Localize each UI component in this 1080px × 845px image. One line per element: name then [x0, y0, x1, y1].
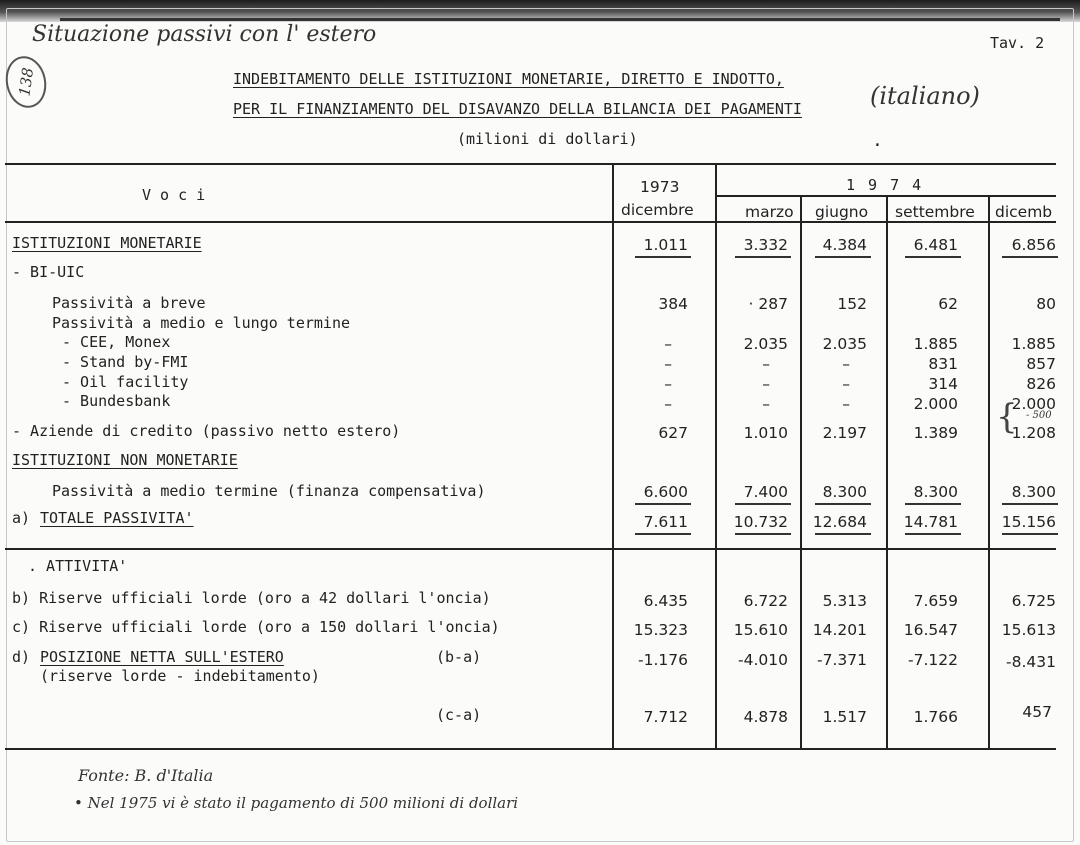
cell: 6.725	[1011, 592, 1056, 610]
cell: 1.517	[822, 708, 867, 726]
cell: 16.547	[903, 621, 958, 639]
cell: 2.000	[913, 395, 958, 413]
cell: 4.878	[743, 708, 788, 726]
cell: 14.201	[812, 621, 867, 639]
cell: 2.197	[822, 424, 867, 442]
row-label-bundes: - Bundesbank	[62, 392, 171, 410]
table-top-rule	[5, 163, 1056, 165]
underline	[635, 533, 691, 535]
section-rule	[5, 548, 1056, 550]
cell: –	[842, 375, 850, 393]
cell: –	[664, 395, 672, 413]
row-prefix-totale: a)	[12, 509, 31, 527]
row-label-totale: TOTALE PASSIVITA'	[40, 509, 194, 527]
cell: 14.781	[903, 513, 958, 531]
underline	[815, 256, 871, 258]
cell: 62	[938, 295, 958, 313]
row-label-cee: - CEE, Monex	[62, 333, 171, 351]
cell: –	[842, 355, 850, 373]
row-label-standby: - Stand by-FMI	[62, 353, 189, 371]
row-label-oil: - Oil facility	[62, 373, 189, 391]
cell: 1.011	[643, 236, 688, 254]
underline	[735, 256, 791, 258]
row-label-pos-netta: POSIZIONE NETTA SULL'ESTERO	[40, 648, 284, 666]
cell: 7.611	[643, 513, 688, 531]
col-header-giugno: giugno	[815, 203, 869, 221]
col-divider-3	[800, 195, 802, 749]
col-header-1973: 1973	[640, 178, 680, 196]
cell: 5.313	[822, 592, 867, 610]
cell: 10.732	[733, 513, 788, 531]
header-bottom-rule	[5, 221, 1056, 223]
cell: 7.400	[743, 483, 788, 501]
title-line-2: PER IL FINANZIAMENTO DEL DISAVANZO DELLA BILANCIA DEI PAGAMENTI	[233, 100, 802, 118]
col-header-dicembre-1974: dicemb	[995, 203, 1053, 221]
cell: 80	[1036, 295, 1056, 313]
cell: –	[762, 355, 770, 373]
col-header-voci: V o c i	[142, 186, 206, 204]
note-marker: .	[872, 130, 883, 151]
cell: 6.722	[743, 592, 788, 610]
underline	[635, 256, 691, 258]
handwritten-500-annotation: - 500	[1026, 410, 1052, 421]
cell: 8.300	[822, 483, 867, 501]
cell: 2.035	[822, 335, 867, 353]
cell: 831	[928, 355, 958, 373]
cell: 1.885	[913, 335, 958, 353]
cell: 7.659	[913, 592, 958, 610]
row-label-aziende: - Aziende di credito (passivo netto estero)	[12, 422, 401, 440]
row-label-ist-mon: ISTITUZIONI MONETARIE	[12, 234, 202, 252]
underline	[635, 503, 691, 505]
cell: 627	[658, 424, 688, 442]
cell: 857	[1026, 355, 1056, 373]
unit-label: (milioni di dollari)	[457, 130, 638, 148]
cell: 8.300	[913, 483, 958, 501]
title-line-1: INDEBITAMENTO DELLE ISTITUZIONI MONETARIE, DIRETTO E INDOTTO,	[233, 70, 784, 88]
handwritten-source: Fonte: B. d'Italia	[78, 766, 214, 785]
cell: 15.323	[633, 621, 688, 639]
handwritten-brace: {	[996, 397, 1018, 437]
formula-c-a: (c-a)	[436, 706, 482, 724]
underline	[1002, 256, 1058, 258]
handwritten-footnote: • Nel 1975 vi è stato il pagamento di 500 milioni di dollari	[74, 794, 519, 812]
row-label-pass-medio: Passività a medio e lungo termine	[52, 314, 351, 332]
row-label-pass-comp: Passività a medio termine (finanza compensativa)	[52, 482, 486, 500]
underline	[815, 503, 871, 505]
cell: 1.208	[1011, 424, 1056, 442]
cell: 826	[1026, 375, 1056, 393]
handwritten-right-note: (italiano)	[870, 82, 980, 110]
archive-stamp: 138	[1, 52, 51, 111]
underline	[735, 503, 791, 505]
cell: –	[664, 375, 672, 393]
underline	[815, 533, 871, 535]
row-prefix-pos-netta: d)	[12, 648, 31, 666]
col-divider-2	[715, 163, 717, 749]
col-divider-4	[886, 195, 888, 749]
col-header-marzo: marzo	[745, 203, 794, 221]
underline	[905, 533, 961, 535]
col-divider-1	[612, 163, 614, 749]
row-sublabel-pos-netta: (riserve lorde - indebitamento)	[40, 667, 320, 685]
cell: –	[842, 395, 850, 413]
cell: -8.431	[1006, 653, 1056, 671]
cell: –	[762, 375, 770, 393]
cell: –	[664, 335, 672, 353]
cell: 457	[1022, 703, 1052, 721]
cell: 3.332	[743, 236, 788, 254]
cell: · 287	[748, 295, 788, 313]
col-header-1974: 1 9 7 4	[846, 176, 924, 194]
row-label-pass-breve: Passività a breve	[52, 294, 206, 312]
cell: 6.600	[643, 483, 688, 501]
row-label-ist-non-mon: ISTITUZIONI NON MONETARIE	[12, 451, 238, 469]
cell: 1.885	[1011, 335, 1056, 353]
cell: 6.481	[913, 236, 958, 254]
underline	[735, 533, 791, 535]
cell: –	[762, 395, 770, 413]
cell: 1.010	[743, 424, 788, 442]
row-label-attivita: . ATTIVITA'	[28, 557, 128, 575]
cell: 384	[658, 295, 688, 313]
cell: –	[664, 355, 672, 373]
col-header-dicembre-1973: dicembre	[621, 201, 694, 219]
cell: 314	[928, 375, 958, 393]
cell: 12.684	[812, 513, 867, 531]
cell: 7.712	[643, 708, 688, 726]
underline	[1002, 533, 1058, 535]
underline	[1002, 503, 1058, 505]
cell: 15.613	[1001, 621, 1056, 639]
cell: 2.035	[743, 335, 788, 353]
cell: 1.389	[913, 424, 958, 442]
row-label-bi-uic: - BI-UIC	[12, 263, 85, 281]
cell: -7.371	[817, 651, 867, 669]
table-bottom-rule	[5, 748, 1056, 750]
cell: 6.435	[643, 592, 688, 610]
underline	[905, 256, 961, 258]
cell: 152	[837, 295, 867, 313]
cell: 15.156	[1001, 513, 1056, 531]
handwritten-top-note: Situazione passivi con l' estero	[32, 22, 377, 47]
col-header-settembre: settembre	[895, 203, 975, 221]
cell: 1.766	[913, 708, 958, 726]
cell: -1.176	[638, 651, 688, 669]
cell: -7.122	[908, 651, 958, 669]
row-label-ris42: b) Riserve ufficiali lorde (oro a 42 dollari l'oncia)	[12, 589, 491, 607]
underline	[905, 503, 961, 505]
table-number: Tav. 2	[990, 34, 1045, 52]
cell: 4.384	[822, 236, 867, 254]
cell: 15.610	[733, 621, 788, 639]
cell: -4.010	[738, 651, 788, 669]
cell: 2.000	[1011, 395, 1056, 413]
col-divider-5	[988, 195, 990, 749]
row-label-ris150: c) Riserve ufficiali lorde (oro a 150 dollari l'oncia)	[12, 618, 500, 636]
cell: 6.856	[1011, 236, 1056, 254]
formula-b-a: (b-a)	[436, 648, 482, 666]
cell: 8.300	[1011, 483, 1056, 501]
